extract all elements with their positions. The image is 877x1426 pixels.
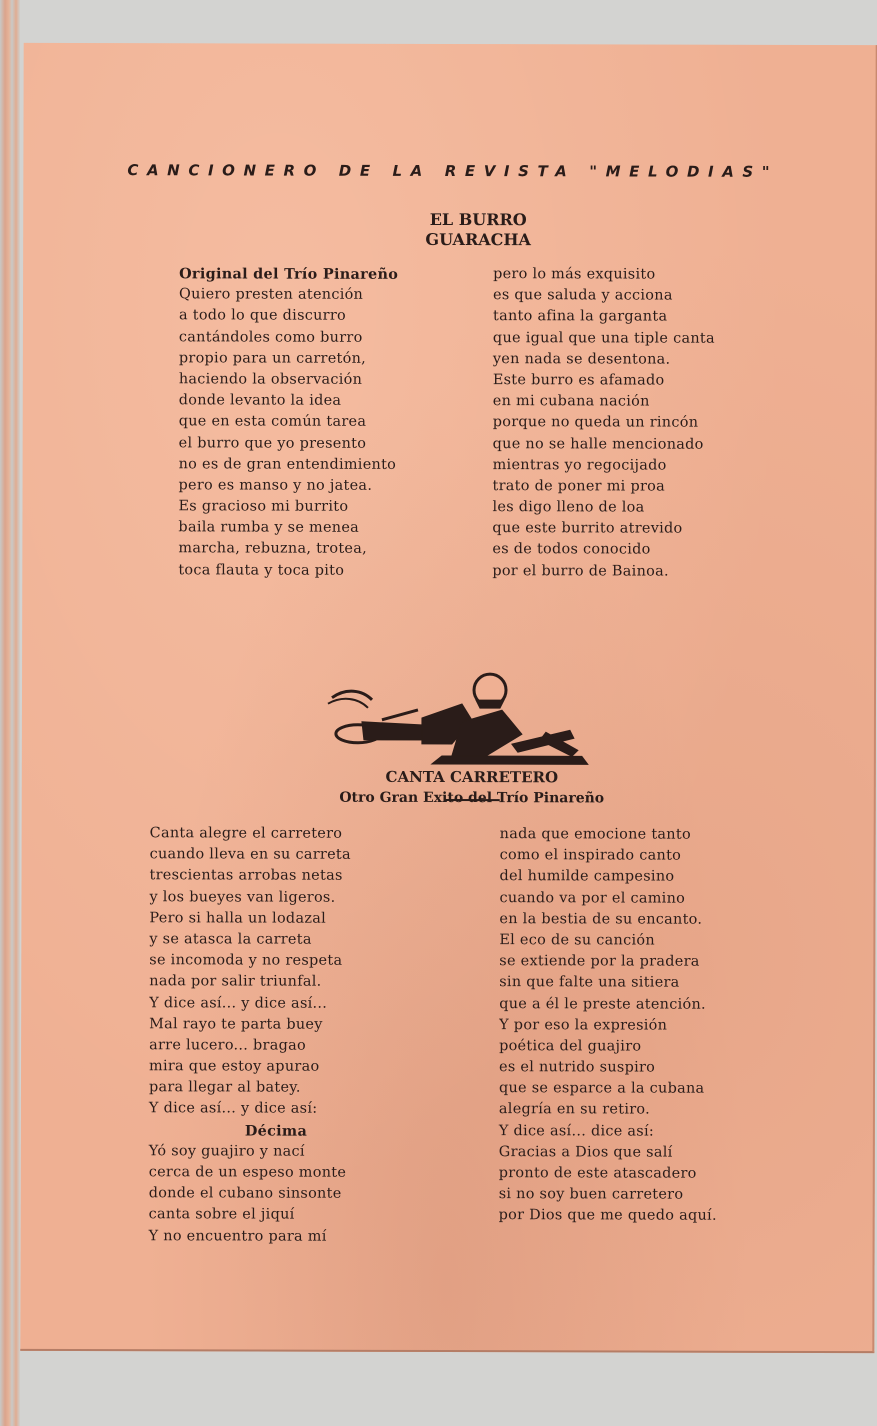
- verse-line: es de todos conocido: [492, 541, 651, 558]
- verse-line: sin que falte una sitiera: [499, 974, 680, 991]
- verse-line: nada que emocione tanto: [499, 826, 691, 843]
- verse-line: y los bueyes van ligeros.: [149, 888, 336, 906]
- verse-line: poética del guajiro: [499, 1038, 642, 1055]
- song2-column-2: [499, 824, 718, 1227]
- verse-line: El eco de su canción: [499, 932, 655, 949]
- verse-line: es que saluda y acciona: [493, 287, 673, 304]
- verse-line: pronto de este atascadero: [498, 1165, 697, 1182]
- verse-line: pero lo más exquisito: [493, 266, 656, 283]
- verse-line: yen nada se desentona.: [492, 350, 671, 368]
- verse-line: les digo lleno de loa: [492, 499, 645, 516]
- verse-line: Canta alegre el carretero: [149, 825, 343, 842]
- verse-line: cuando va por el camino: [499, 889, 686, 907]
- verse-line: haciendo la observación: [178, 371, 363, 388]
- verse-line: Y dice así... dice así:: [498, 1122, 655, 1140]
- verse-line: se incomoda y no respeta: [149, 952, 343, 969]
- song1-attribution: Original del Trío Pinareño: [179, 265, 399, 283]
- verse-line: mientras yo regocijado: [492, 456, 667, 474]
- verse-line: Quiero presten atención: [179, 286, 364, 303]
- song-title-el-burro: EL BURRO: [429, 209, 527, 230]
- verse-line: si no soy buen carretero: [498, 1186, 684, 1203]
- verse-line: no es de gran entendimiento: [178, 455, 397, 473]
- song2-subtitle: Otro Gran Exito del Trío Pinareño: [339, 789, 605, 807]
- verse-line: del humilde campesino: [499, 868, 675, 885]
- verse-line: por el burro de Bainoa.: [492, 562, 669, 580]
- verse-line: Este burro es afamado: [492, 372, 665, 389]
- song2-column-1: [149, 823, 351, 1247]
- verse-line: Pero si halla un lodazal: [149, 909, 327, 927]
- song1-column-1: [178, 263, 398, 581]
- verse-line: tanto afina la garganta: [492, 308, 668, 325]
- verse-line: por Dios que me quedo aquí.: [498, 1207, 717, 1225]
- verse-line: es el nutrido suspiro: [499, 1059, 656, 1076]
- verse-line: Yó soy guajiro y nací: [148, 1143, 305, 1160]
- verse-line: Es gracioso mi burrito: [178, 498, 349, 515]
- verse-line: se extiende por la pradera: [499, 953, 700, 970]
- verse-line: que en esta común tarea: [178, 413, 367, 431]
- verse-line: canta sobre el jiquí: [148, 1206, 295, 1223]
- verse-line: Y dice así... y dice así:: [148, 1100, 318, 1118]
- verse-line: Mal rayo te parta buey: [149, 1015, 323, 1033]
- verse-line: en mi cubana nación: [492, 393, 650, 410]
- verse-line: Y no encuentro para mí: [148, 1227, 327, 1245]
- verse-line: a todo lo que discurro: [178, 307, 347, 325]
- verse-line: que este burrito atrevido: [492, 520, 683, 537]
- verse-line: cuando lleva en su carreta: [149, 846, 351, 863]
- verse-line: que a él le preste atención.: [499, 995, 706, 1013]
- decima-label: Décima: [244, 1122, 308, 1140]
- verse-line: Y por eso la expresión: [499, 1016, 668, 1034]
- book-page-edges: [0, 0, 20, 1426]
- verse-line: que se esparce a la cubana: [498, 1080, 705, 1097]
- verse-line: para llegar al batey.: [148, 1079, 301, 1096]
- verse-line: marcha, rebuzna, trotea,: [178, 540, 368, 558]
- verse-line: trescientas arrobas netas: [149, 867, 343, 885]
- verse-line: como el inspirado canto: [499, 847, 682, 864]
- verse-line: donde levanto la idea: [178, 392, 342, 409]
- verse-line: y se atasca la carreta: [149, 931, 312, 948]
- verse-line: que no se halle mencionado: [492, 435, 704, 453]
- song1-column-2: [492, 264, 715, 582]
- verse-line: nada por salir triunfal.: [149, 973, 322, 990]
- verse-line: Y dice así... y dice así...: [149, 994, 328, 1012]
- verse-line: cantándoles como burro: [178, 328, 363, 346]
- verse-line: donde el cubano sinsonte: [148, 1185, 342, 1202]
- verse-line: cerca de un espeso monte: [148, 1164, 347, 1181]
- verse-line: toca flauta y toca pito: [178, 561, 345, 579]
- song-title-canta-carretero: CANTA CARRETERO: [385, 767, 559, 787]
- verse-line: en la bestia de su encanto.: [499, 910, 703, 928]
- verse-line: Gracias a Dios que salí: [498, 1143, 673, 1161]
- verse-line: trato de poner mi proa: [492, 477, 666, 495]
- song-genre: GUARACHA: [425, 229, 531, 250]
- verse-line: propio para un carretón,: [178, 350, 367, 367]
- verse-line: pero es manso y no jatea.: [178, 477, 373, 494]
- verse-line: mira que estoy apurao: [149, 1058, 320, 1075]
- verse-line: baila rumba y se menea: [178, 519, 360, 537]
- reclining-man-illustration: [322, 660, 592, 771]
- verse-line: porque no queda un rincón: [492, 414, 699, 431]
- verse-line: el burro que yo presento: [178, 434, 367, 452]
- page-header: CANCIONERO DE LA REVISTA "MELODIAS": [127, 161, 779, 181]
- verse-line: que igual que una tiple canta: [492, 329, 715, 347]
- songbook-page: [20, 43, 877, 1353]
- verse-line: arre lucero... bragao: [149, 1037, 307, 1054]
- verse-line: alegría en su retiro.: [498, 1101, 651, 1118]
